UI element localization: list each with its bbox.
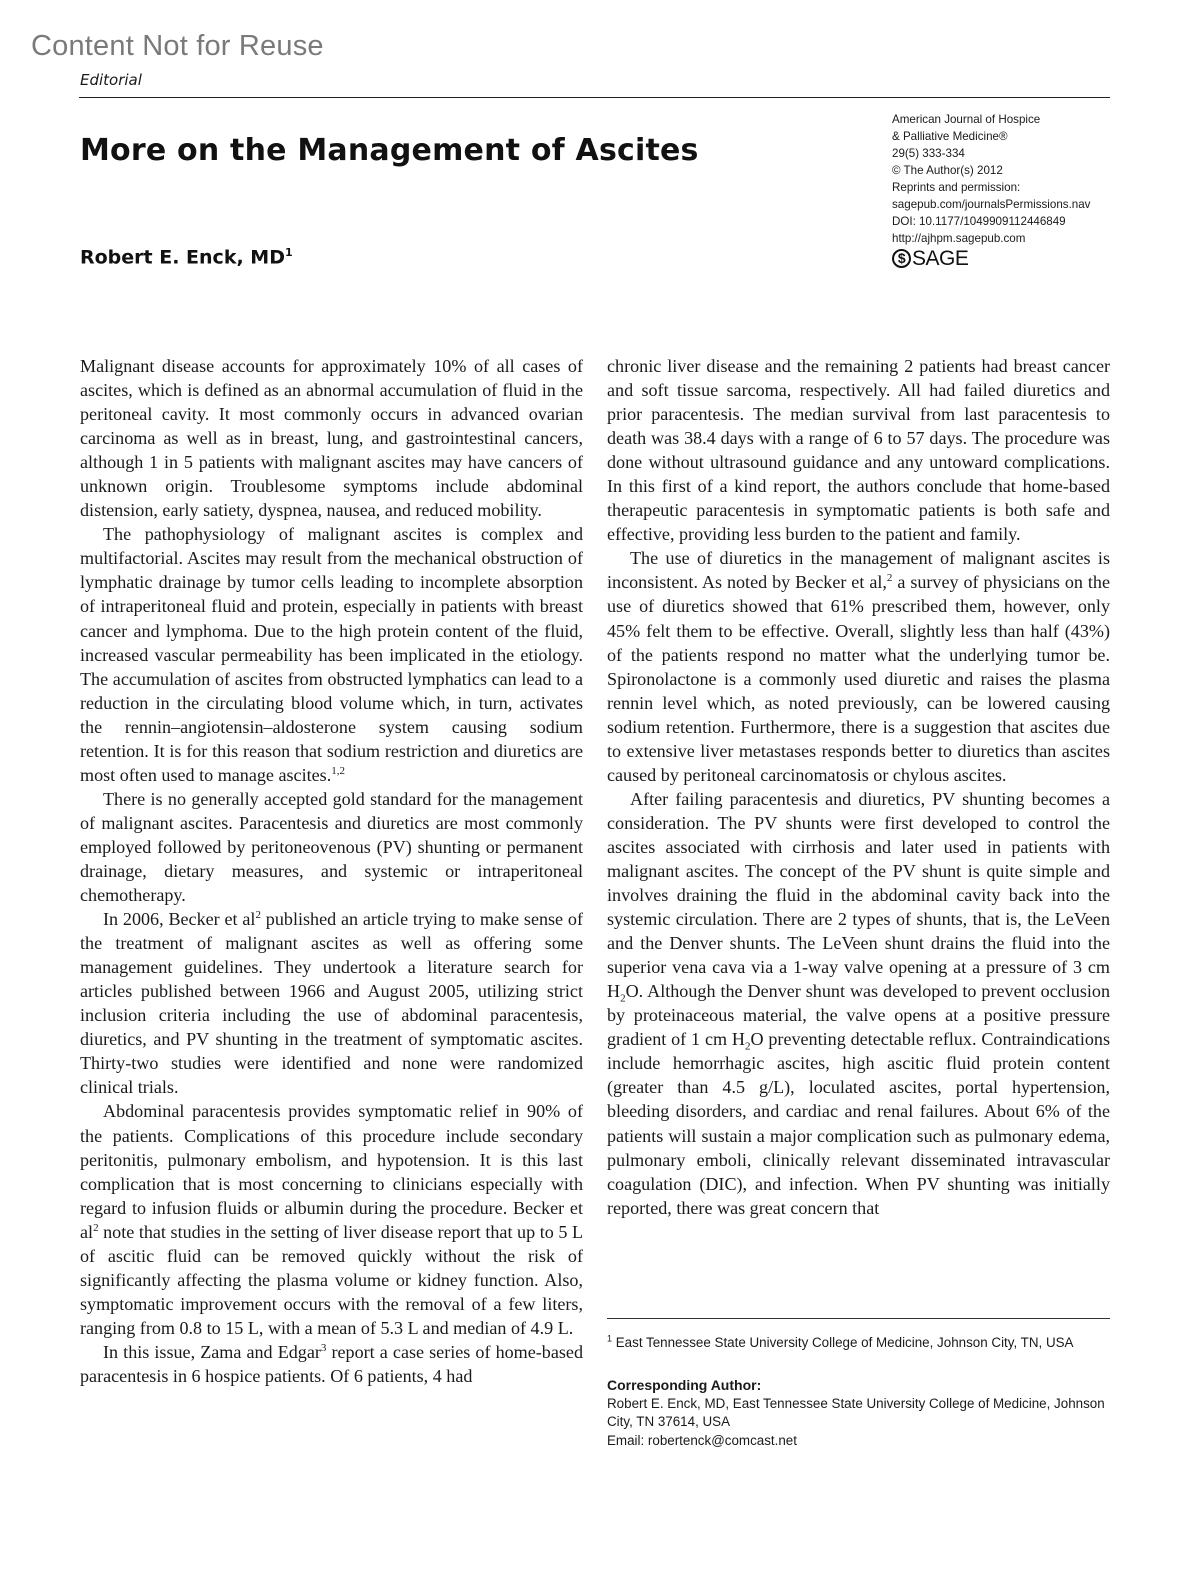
journal-volume: 29(5) 333-334: [892, 147, 965, 160]
citation-ref[interactable]: 2: [93, 1221, 99, 1234]
journal-url[interactable]: http://ajhpm.sagepub.com: [892, 232, 1026, 245]
sage-logo-text: SAGE: [912, 247, 969, 270]
sage-s-circle-icon: $: [892, 249, 911, 268]
author-name: Robert E. Enck, MD: [80, 246, 285, 269]
paragraph: In 2006, Becker et $al^2$ published an article trying to make sense of the treatment of malignant ascites as well as offering some management guidelines. They undertook a literature search for articles published between 1966 and August 2005, utilizing strict inclusion criteria including the use of abdominal paracentesis, diuretics, and PV shunting in the treatment of symptomatic ascites. Thirty-two studies were identified and none were randomized clinical trials.: [80, 909, 583, 1098]
body-column-left: [80, 354, 583, 1388]
body-column-right: [607, 354, 1110, 1220]
journal-info: [892, 111, 1112, 268]
footnote-rule: [607, 1318, 1110, 1319]
citation-ref[interactable]: 2: [886, 572, 893, 585]
paragraph: chronic liver disease and the remaining 2 patients had breast cancer and soft tissue sarcoma, respectively. All had failed diuretics and prior paracentesis. The median survival from last paracentesis to death was 38.4 days with a range of 6 to 57 days. The procedure was done without ultrasound guidance and any untoward complications. In this first of a kind report, the authors conclude that home-based therapeutic paracentesis in symptomatic patients is both safe and effective, providing less burden to the patient and family.: [607, 356, 1110, 545]
author-affiliation: [607, 1334, 1117, 1352]
journal-copyright: © The Author(s) 2012: [892, 164, 1003, 177]
corresponding-author-heading: Corresponding Author:: [607, 1377, 762, 1393]
author-affiliation-mark: 1: [284, 246, 293, 259]
paragraph: Malignant disease accounts for approximately 10% of all cases of ascites, which is defined as an abnormal accumulation of fluid in the peritoneal cavity. It most commonly occurs in advanced ovarian carcinoma as well as in breast, lung, and gastrointestinal cancers, although 1 in 5 patients with malignant ascites may have cancers of unknown origin. Troublesome symptoms include abdominal distension, early satiety, dyspnea, nausea, and reduced mobility.: [80, 356, 583, 521]
corresponding-author: [607, 1376, 1110, 1450]
sage-logo: [892, 249, 1112, 268]
journal-doi[interactable]: DOI: 10.1177/1049909112446849: [892, 215, 1066, 228]
corresponding-author-address: Robert E. Enck, MD, East Tennessee State University College of Medicine, Johnson City, TN 37614, USA: [607, 1395, 1105, 1429]
paragraph: The use of diuretics in the management of malignant ascites is inconsistent. As noted by Becker et al,$^2$ a survey of physicians on the use of diuretics showed that 61% prescribed them, however, only 45% felt them to be effective. Overall, slightly less than half (43%) of the patients respond no matter what the underlying tumor be. Spironolactone is a commonly used diuretic and raises the plasma rennin level which, as noted previously, can be lowered causing sodium retention. Furthermore, there is a suggestion that ascites due to extensive liver metastases responds better to diuretics than ascites caused by peritoneal carcinomatosis or chylous ascites.: [607, 548, 1110, 785]
citation-ref[interactable]: 2: [255, 909, 261, 922]
paragraph: In this issue, Zama and Edgar$^3$ report a case series of home-based paracentesis in 6 hospice patients. Of 6 patients, 4 had: [80, 1341, 584, 1386]
journal-permissions-link[interactable]: sagepub.com/journalsPermissions.nav: [892, 198, 1091, 211]
affiliation-mark: 1: [607, 1333, 613, 1344]
watermark: Content Not for Reuse: [31, 30, 324, 62]
author-byline: [80, 246, 293, 268]
section-label: Editorial: [80, 71, 142, 89]
paragraph: There is no generally accepted gold standard for the management of malignant ascites. Paracentesis and diuretics are most commonly employed followed by peritoneovenous (PV) shunting or permanent drainage, dietary measures, and systemic or intraperitoneal chemotherapy.: [80, 788, 583, 906]
header-rule: [79, 97, 1110, 98]
citation-ref[interactable]: 1,2: [331, 764, 345, 777]
paragraph: After failing paracentesis and diuretics, PV shunting becomes a consideration. The PV shunts were first developed to control the ascites associated with cirrhosis and later used in patients with malignant ascites. The concept of the PV shunt is quite simple and involves draining the fluid in the abdominal cavity back into the systemic circulation. There are 2 types of shunts, that is, the LeVeen and the Denver shunts. The LeVeen shunt drains the fluid into the superior vena cava via a 1-way valve opening at a pressure of 3 cm $H_2O$. Although the Denver shunt was developed to prevent occlusion by proteinaceous material, the valve opens at a positive pressure gradient of 1 cm $H_2O$ preventing detectable reflux. Contraindications include hemorrhagic ascites, high ascitic fluid protein content (greater than 4.5 g/L), loculated ascites, portal hypertension, bleeding disorders, and cardiac and renal failures. About 6% of the patients will sustain a major complication such as pulmonary edema, pulmonary emboli, clinically relevant disseminated intravascular coagulation (DIC), and infection. When PV shunting was initially reported, there was great concern that: [607, 788, 1110, 1218]
corresponding-author-email[interactable]: Email: robertenck@comcast.net: [607, 1432, 797, 1448]
paragraph: The pathophysiology of malignant ascites is complex and multifactorial. Ascites may result from the mechanical obstruction of lymphatic drainage by tumor cells leading to incomplete absorption of intraperitoneal fluid and protein, especially in patients with breast cancer and lymphoma. Due to the high protein content of the fluid, increased vascular permeability has been implicated in the etiology. The accumulation of ascites from obstructed lymphatics can lead to a reduction in the circulating blood volume which, in turn, activates the rennin–angiotensin–aldosterone system causing sodium retention. It is for this reason that sodium restriction and diuretics are most often used to manage ascites.$^{1,2}$: [80, 524, 583, 785]
journal-reprints-label: Reprints and permission:: [892, 181, 1021, 194]
citation-ref[interactable]: 3: [320, 1341, 327, 1354]
journal-name-line1: American Journal of Hospice: [892, 113, 1041, 126]
subscript: 2: [744, 1040, 751, 1053]
affiliation-text: East Tennessee State University College of Medicine, Johnson City, TN, USA: [615, 1335, 1074, 1350]
journal-name-line2: & Palliative Medicine®: [892, 130, 1008, 143]
subscript: 2: [620, 992, 626, 1005]
article-title: More on the Management of Ascites: [80, 133, 699, 168]
paragraph: Abdominal paracentesis provides symptomatic relief in 90% of the patients. Complications of this procedure include secondary peritonitis, pulmonary embolism, and hypotension. It is this last complication that is most concerning to clinicians especially with regard to infusion fluids or albumin during the procedure. Becker et $al^2$ note that studies in the setting of liver disease report that up to 5 L of ascitic fluid can be removed quickly without the risk of significantly affecting the plasma volume or kidney function. Also, symptomatic improvement occurs with the removal of a few liters, ranging from 0.8 to 15 L, with a mean of 5.3 L and median of 4.9 L.: [80, 1101, 583, 1338]
